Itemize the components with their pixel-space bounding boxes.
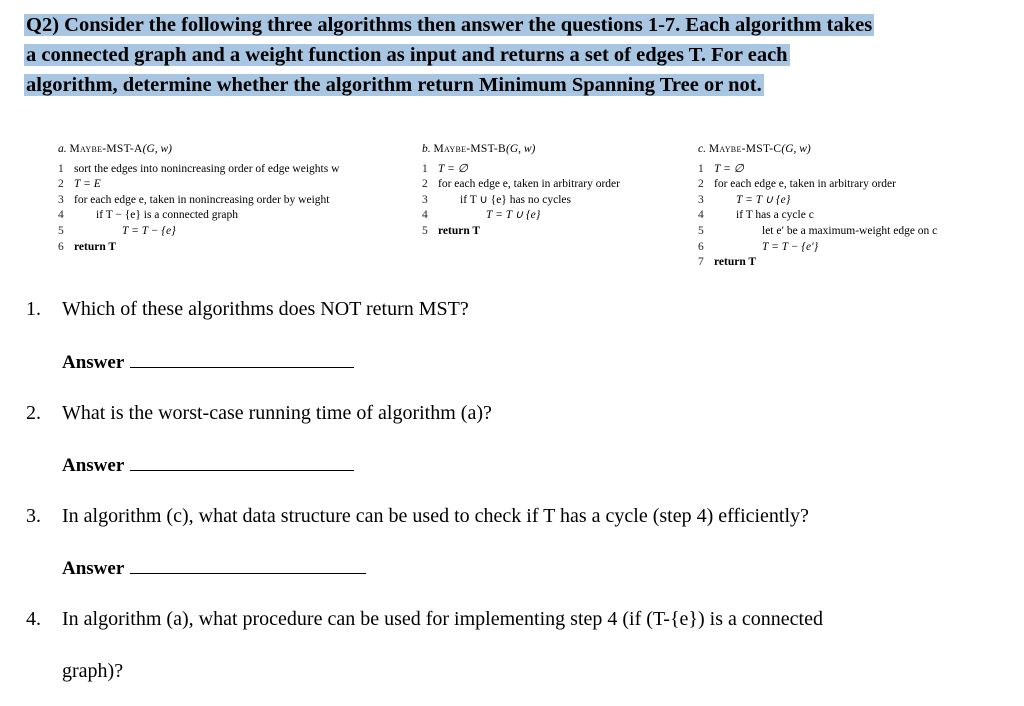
algo-line: 4 if T − {e} is a connected graph — [58, 209, 238, 222]
algo-line: 5 return T — [422, 224, 481, 237]
question-4-continuation: graph)? — [62, 660, 124, 682]
algo-line: 5 let e′ be a maximum-weight edge on c — [698, 224, 938, 237]
algo-line: 6 T = T − {e′} — [698, 240, 819, 253]
algo-line: 4 T = T ∪ {e} — [422, 209, 541, 222]
algo-line: 6 return T — [58, 240, 117, 253]
algo-line: 3 T = T ∪ {e} — [698, 193, 791, 206]
algorithm-a-title: a. Maybe-MST-A(G, w) — [58, 143, 173, 155]
answer-1: Answer — [62, 352, 354, 374]
algorithm-b — [422, 142, 692, 240]
question-1: 1. Which of these algorithms does NOT return MST? — [26, 298, 469, 320]
algorithm-b-title: b. Maybe-MST-B(G, w) — [422, 143, 536, 155]
algo-line: 2 for each edge e, taken in arbitrary order — [698, 178, 896, 191]
algo-line: 1 sort the edges into nonincreasing order of edge weights w — [58, 162, 340, 175]
header-line-3: algorithm, determine whether the algorithm return Minimum Spanning Tree or not. — [26, 74, 762, 96]
answer-3-blank[interactable] — [130, 559, 366, 574]
algo-line: 1 T = ∅ — [422, 162, 468, 175]
question-3: 3. In algorithm (c), what data structure can be used to check if T has a cycle (step 4) efficiently? — [26, 505, 809, 527]
algorithm-c-title: c. Maybe-MST-C(G, w) — [698, 143, 811, 155]
question-header — [24, 10, 989, 100]
algo-line: 4 if T has a cycle c — [698, 209, 814, 222]
question-4: 4. In algorithm (a), what procedure can be used for implementing step 4 (if (T-{e}) is a connected — [26, 608, 823, 630]
answer-1-blank[interactable] — [130, 353, 354, 368]
algo-line: 3 for each edge e, taken in nonincreasing order by weight — [58, 193, 330, 206]
header-line-1: Q2) Consider the following three algorithms then answer the questions 1-7. Each algorithm takes — [26, 14, 873, 36]
algorithm-c — [698, 142, 998, 271]
algo-line: 2 for each edge e, taken in arbitrary order — [422, 178, 620, 191]
algo-line: 7 return T — [698, 256, 757, 269]
algo-line: 2 T = E — [58, 178, 101, 191]
answer-3: Answer — [62, 558, 366, 580]
algo-line: 5 T = T − {e} — [58, 224, 176, 237]
algorithm-a — [58, 142, 418, 255]
algo-line: 3 if T ∪ {e} has no cycles — [422, 193, 572, 206]
algo-line: 1 T = ∅ — [698, 162, 744, 175]
answer-2: Answer — [62, 455, 354, 477]
header-line-2: a connected graph and a weight function as input and returns a set of edges T. For each — [26, 44, 788, 66]
answer-2-blank[interactable] — [130, 456, 354, 471]
question-2: 2. What is the worst-case running time of algorithm (a)? — [26, 402, 492, 424]
